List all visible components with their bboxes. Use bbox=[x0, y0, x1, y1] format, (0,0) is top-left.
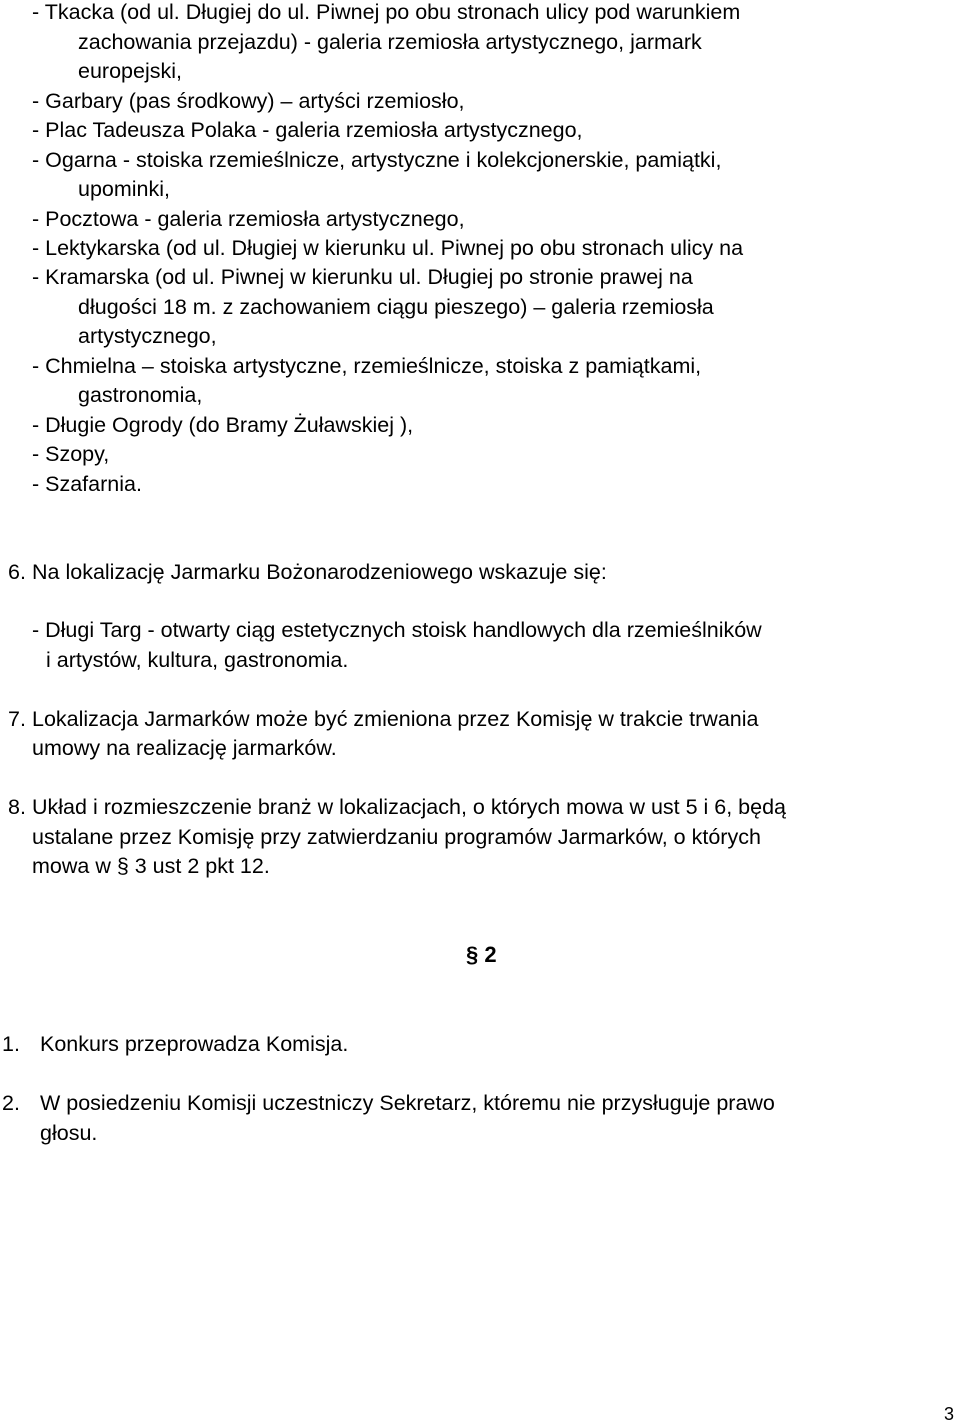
paragraph-8-line1: Układ i rozmieszczenie branż w lokalizacjach, o których mowa w ust 5 i 6, będą bbox=[32, 795, 787, 819]
list-item-pocztowa: - Pocztowa - galeria rzemiosła artystycznego, bbox=[32, 207, 465, 231]
paragraph-6-item-cont: i artystów, kultura, gastronomia. bbox=[46, 648, 349, 672]
list-item-szafarnia: - Szafarnia. bbox=[32, 472, 142, 496]
paragraph-7-line1: Lokalizacja Jarmarków może być zmieniona przez Komisję w trakcie trwania bbox=[32, 707, 759, 731]
list-item-szopy: - Szopy, bbox=[32, 442, 110, 466]
paragraph-8-line2: ustalane przez Komisję przy zatwierdzaniu programów Jarmarków, o których bbox=[32, 825, 761, 849]
list-item-garbary: - Garbary (pas środkowy) – artyści rzemiosło, bbox=[32, 89, 465, 113]
paragraph-6-text: Na lokalizację Jarmarku Bożonarodzeniowego wskazuje się: bbox=[32, 560, 607, 584]
list-item-kramarska-cont2: artystycznego, bbox=[78, 324, 217, 348]
list-item-ogarna-cont: upominki, bbox=[78, 177, 171, 201]
paragraph-8-number: 8. bbox=[8, 795, 26, 819]
paragraph-6-number: 6. bbox=[8, 560, 26, 584]
list-item-lektykarska: - Lektykarska (od ul. Długiej w kierunku ul. Piwnej po obu stronach ulicy na bbox=[32, 236, 744, 260]
list-item-plac-polaka: - Plac Tadeusza Polaka - galeria rzemiosła artystycznego, bbox=[32, 118, 583, 142]
paragraph-7-number: 7. bbox=[8, 707, 26, 731]
list-item-tkacka-cont2: europejski, bbox=[78, 59, 182, 83]
list-item-kramarska: - Kramarska (od ul. Piwnej w kierunku ul. Długiej po stronie prawej na bbox=[32, 265, 693, 289]
section-point-2-text-cont: głosu. bbox=[40, 1121, 98, 1145]
section-point-1-number: 1. bbox=[2, 1032, 20, 1056]
paragraph-8-line3: mowa w § 3 ust 2 pkt 12. bbox=[32, 854, 270, 878]
paragraph-6-item: - Długi Targ - otwarty ciąg estetycznych stoisk handlowych dla rzemieślników bbox=[32, 618, 762, 642]
section-point-1-text: Konkurs przeprowadza Komisja. bbox=[40, 1032, 349, 1056]
list-item-tkacka-cont: zachowania przejazdu) - galeria rzemiosła artystycznego, jarmark bbox=[78, 30, 702, 54]
list-item-tkacka: - Tkacka (od ul. Długiej do ul. Piwnej po obu stronach ulicy pod warunkiem bbox=[32, 0, 741, 24]
list-item-kramarska-cont: długości 18 m. z zachowaniem ciągu pieszego) – galeria rzemiosła bbox=[78, 295, 714, 319]
section-heading: § 2 bbox=[466, 942, 497, 967]
list-item-chmielna-cont: gastronomia, bbox=[78, 383, 203, 407]
section-point-2-number: 2. bbox=[2, 1091, 20, 1115]
paragraph-7-line2: umowy na realizację jarmarków. bbox=[32, 736, 337, 760]
list-item-dlugie-ogrody: - Długie Ogrody (do Bramy Żuławskiej ), bbox=[32, 413, 414, 437]
list-item-ogarna: - Ogarna - stoiska rzemieślnicze, artystyczne i kolekcjonerskie, pamiątki, bbox=[32, 148, 722, 172]
list-item-chmielna: - Chmielna – stoiska artystyczne, rzemieślnicze, stoiska z pamiątkami, bbox=[32, 354, 702, 378]
section-point-2-text: W posiedzeniu Komisji uczestniczy Sekretarz, któremu nie przysługuje prawo bbox=[40, 1091, 775, 1115]
page-number: 3 bbox=[944, 1404, 955, 1424]
